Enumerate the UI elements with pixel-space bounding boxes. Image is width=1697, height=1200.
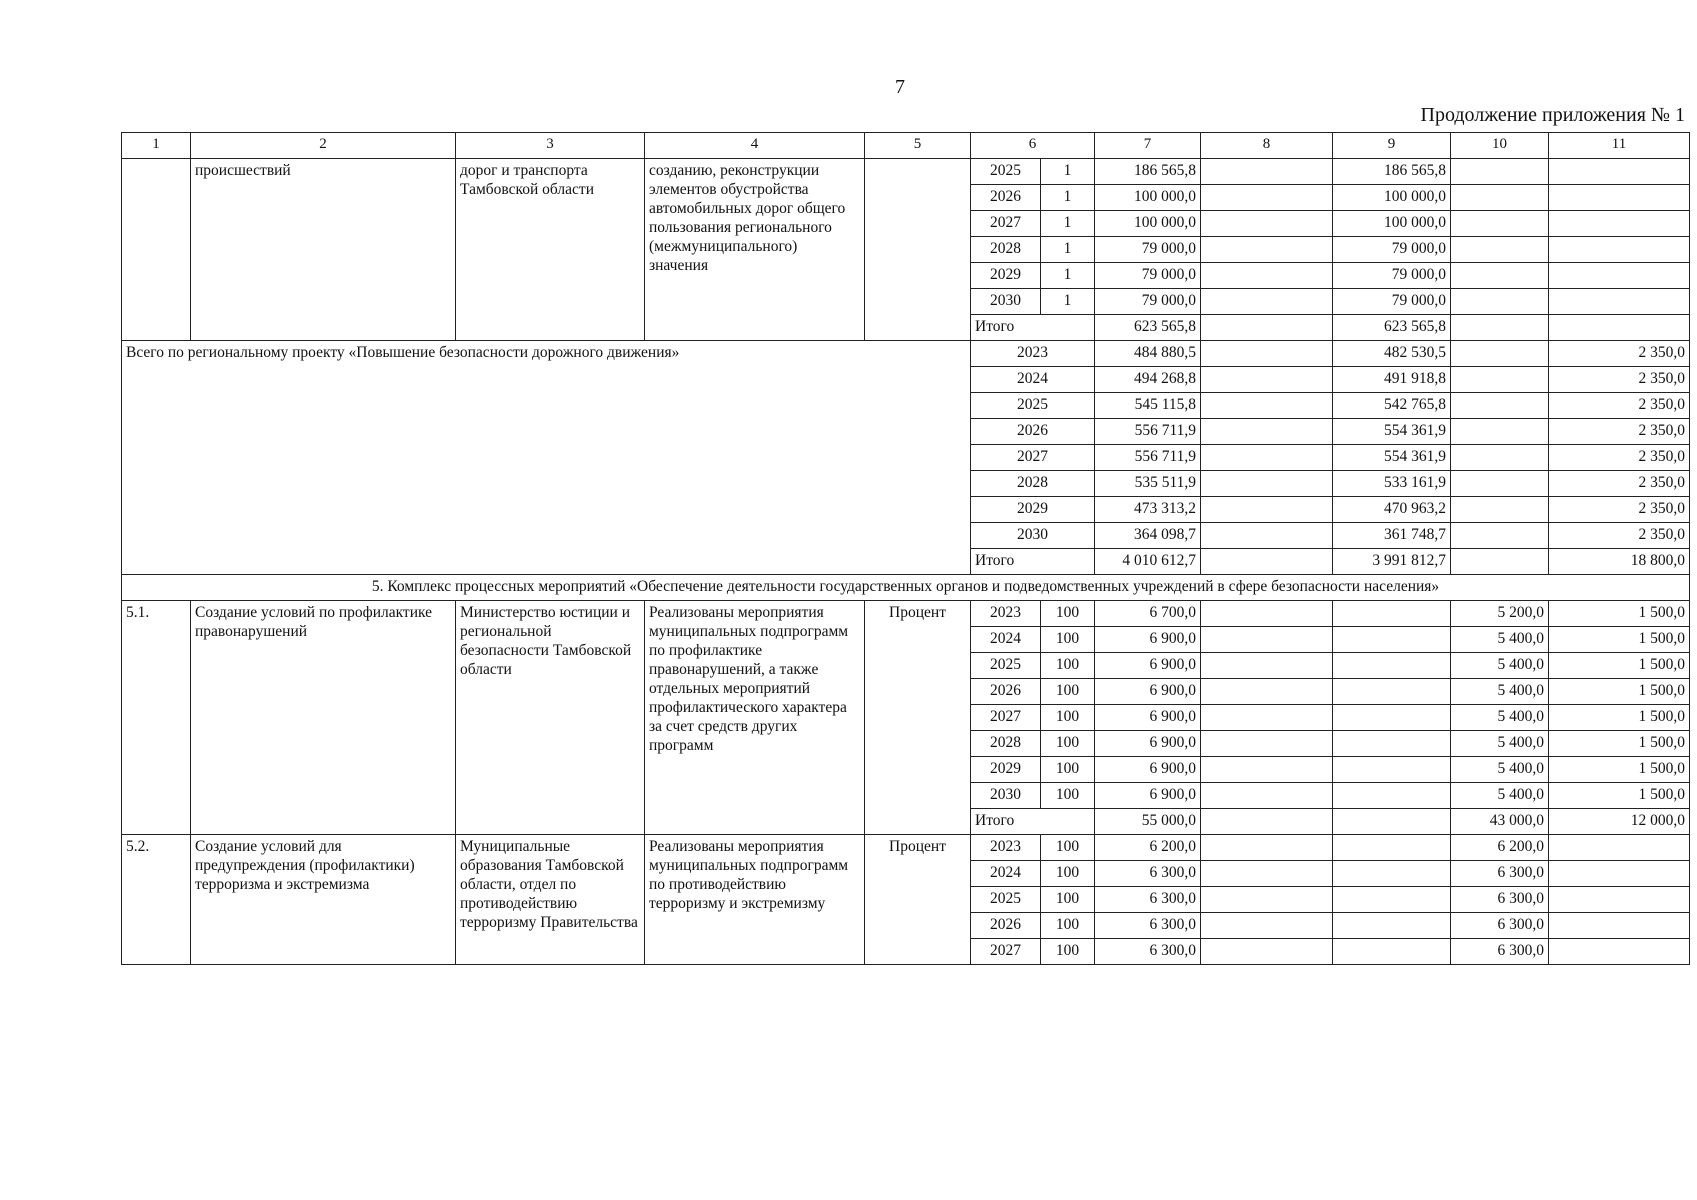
regional-cell — [1333, 653, 1451, 679]
indicator-value-cell: 1 — [1041, 211, 1095, 237]
other-cell — [1549, 159, 1690, 185]
total-amount-cell: 545 115,8 — [1095, 393, 1201, 419]
year-cell: 2023 — [971, 601, 1041, 627]
regional-cell — [1333, 835, 1451, 861]
result-cell: Реализованы мероприятия муниципальных подпрограмм по противодействию терроризму и экстремизму — [645, 835, 865, 965]
total-amount-cell: 6 300,0 — [1095, 913, 1201, 939]
local-cell: 5 200,0 — [1451, 601, 1549, 627]
item-number-cell: 5.2. — [122, 835, 191, 965]
year-cell: 2025 — [971, 159, 1041, 185]
federal-cell — [1201, 757, 1333, 783]
indicator-value-cell: 1 — [1041, 263, 1095, 289]
federal-cell — [1201, 263, 1333, 289]
local-cell: 43 000,0 — [1451, 809, 1549, 835]
total-amount-cell: 6 900,0 — [1095, 679, 1201, 705]
year-cell: 2030 — [971, 289, 1041, 315]
total-amount-cell: 6 900,0 — [1095, 653, 1201, 679]
local-cell: 6 300,0 — [1451, 887, 1549, 913]
indicator-value-cell: 100 — [1041, 835, 1095, 861]
local-cell — [1451, 289, 1549, 315]
total-amount-cell: 364 098,7 — [1095, 523, 1201, 549]
year-cell: 2026 — [971, 419, 1095, 445]
federal-cell — [1201, 705, 1333, 731]
local-cell: 6 200,0 — [1451, 835, 1549, 861]
federal-cell — [1201, 679, 1333, 705]
year-cell: 2024 — [971, 367, 1095, 393]
federal-cell — [1201, 471, 1333, 497]
federal-cell — [1201, 601, 1333, 627]
other-cell — [1549, 835, 1690, 861]
col-header: 6 — [971, 133, 1095, 159]
federal-cell — [1201, 939, 1333, 965]
regional-cell — [1333, 861, 1451, 887]
other-cell: 2 350,0 — [1549, 341, 1690, 367]
other-cell — [1549, 211, 1690, 237]
local-cell: 5 400,0 — [1451, 757, 1549, 783]
unit-cell: Процент — [865, 835, 971, 965]
local-cell: 6 300,0 — [1451, 861, 1549, 887]
federal-cell — [1201, 237, 1333, 263]
project-total-label: Всего по региональному проекту «Повышение безопасности дорожного движения» — [122, 341, 971, 575]
indicator-value-cell: 100 — [1041, 601, 1095, 627]
other-cell: 2 350,0 — [1549, 523, 1690, 549]
local-cell — [1451, 341, 1549, 367]
other-cell — [1549, 887, 1690, 913]
page-number: 7 — [895, 76, 905, 98]
total-label-cell: Итого — [971, 549, 1095, 575]
indicator-value-cell: 100 — [1041, 757, 1095, 783]
appendix-table — [121, 132, 1690, 965]
total-amount-cell: 6 700,0 — [1095, 601, 1201, 627]
indicator-value-cell: 100 — [1041, 887, 1095, 913]
local-cell — [1451, 445, 1549, 471]
regional-cell: 554 361,9 — [1333, 419, 1451, 445]
indicator-value-cell: 100 — [1041, 939, 1095, 965]
regional-cell: 79 000,0 — [1333, 289, 1451, 315]
other-cell: 2 350,0 — [1549, 367, 1690, 393]
regional-cell — [1333, 913, 1451, 939]
total-amount-cell: 79 000,0 — [1095, 237, 1201, 263]
other-cell: 2 350,0 — [1549, 419, 1690, 445]
federal-cell — [1201, 731, 1333, 757]
regional-cell — [1333, 757, 1451, 783]
indicator-value-cell: 1 — [1041, 185, 1095, 211]
indicator-value-cell: 100 — [1041, 705, 1095, 731]
executor-cell: дорог и транспорта Тамбовской области — [456, 159, 645, 341]
local-cell — [1451, 419, 1549, 445]
federal-cell — [1201, 861, 1333, 887]
year-cell: 2025 — [971, 887, 1041, 913]
local-cell — [1451, 497, 1549, 523]
other-cell — [1549, 185, 1690, 211]
table-row — [122, 341, 1690, 367]
year-cell: 2025 — [971, 653, 1041, 679]
federal-cell — [1201, 393, 1333, 419]
other-cell: 2 350,0 — [1549, 471, 1690, 497]
regional-cell: 482 530,5 — [1333, 341, 1451, 367]
local-cell: 5 400,0 — [1451, 627, 1549, 653]
federal-cell — [1201, 211, 1333, 237]
unit-cell — [865, 159, 971, 341]
year-cell: 2025 — [971, 393, 1095, 419]
regional-cell — [1333, 809, 1451, 835]
total-amount-cell: 484 880,5 — [1095, 341, 1201, 367]
result-cell: Реализованы мероприятия муниципальных подпрограмм по профилактике правонарушений, а также отдельных мероприятий профилактического характера за счет средств других программ — [645, 601, 865, 835]
local-cell — [1451, 159, 1549, 185]
other-cell: 12 000,0 — [1549, 809, 1690, 835]
indicator-value-cell: 1 — [1041, 289, 1095, 315]
table-body — [122, 133, 1690, 965]
other-cell: 1 500,0 — [1549, 679, 1690, 705]
continuation-label: Продолжение приложения № 1 — [1420, 104, 1685, 126]
total-amount-cell: 6 300,0 — [1095, 887, 1201, 913]
local-cell — [1451, 471, 1549, 497]
other-cell: 2 350,0 — [1549, 393, 1690, 419]
col-header: 11 — [1549, 133, 1690, 159]
local-cell — [1451, 185, 1549, 211]
other-cell — [1549, 939, 1690, 965]
col-header: 5 — [865, 133, 971, 159]
other-cell: 1 500,0 — [1549, 757, 1690, 783]
total-amount-cell: 6 900,0 — [1095, 627, 1201, 653]
local-cell: 5 400,0 — [1451, 679, 1549, 705]
other-cell: 1 500,0 — [1549, 783, 1690, 809]
year-cell: 2027 — [971, 939, 1041, 965]
total-amount-cell: 494 268,8 — [1095, 367, 1201, 393]
executor-cell: Муниципальные образования Тамбовской области, отдел по противодействию терроризму Правительства — [456, 835, 645, 965]
local-cell — [1451, 523, 1549, 549]
other-cell: 1 500,0 — [1549, 653, 1690, 679]
federal-cell — [1201, 419, 1333, 445]
regional-cell — [1333, 601, 1451, 627]
regional-cell — [1333, 731, 1451, 757]
item-name-cell: Создание условий по профилактике правонарушений — [191, 601, 456, 835]
indicator-value-cell: 1 — [1041, 159, 1095, 185]
federal-cell — [1201, 289, 1333, 315]
total-amount-cell: 100 000,0 — [1095, 185, 1201, 211]
other-cell — [1549, 263, 1690, 289]
year-cell: 2029 — [971, 757, 1041, 783]
year-cell: 2029 — [971, 263, 1041, 289]
total-amount-cell: 6 900,0 — [1095, 783, 1201, 809]
col-header: 1 — [122, 133, 191, 159]
indicator-value-cell: 100 — [1041, 861, 1095, 887]
regional-cell: 533 161,9 — [1333, 471, 1451, 497]
total-amount-cell: 79 000,0 — [1095, 263, 1201, 289]
total-amount-cell: 6 900,0 — [1095, 705, 1201, 731]
col-header: 10 — [1451, 133, 1549, 159]
total-amount-cell: 55 000,0 — [1095, 809, 1201, 835]
year-cell: 2028 — [971, 731, 1041, 757]
item-name-cell: Создание условий для предупреждения (профилактики) терроризма и экстремизма — [191, 835, 456, 965]
total-amount-cell: 6 900,0 — [1095, 731, 1201, 757]
regional-cell: 100 000,0 — [1333, 185, 1451, 211]
other-cell: 2 350,0 — [1549, 445, 1690, 471]
total-amount-cell: 6 900,0 — [1095, 757, 1201, 783]
section-heading-row — [122, 575, 1690, 601]
total-label-cell: Итого — [971, 809, 1095, 835]
federal-cell — [1201, 653, 1333, 679]
indicator-value-cell: 100 — [1041, 679, 1095, 705]
total-amount-cell: 556 711,9 — [1095, 445, 1201, 471]
regional-cell: 79 000,0 — [1333, 237, 1451, 263]
year-cell: 2030 — [971, 783, 1041, 809]
total-amount-cell: 79 000,0 — [1095, 289, 1201, 315]
total-amount-cell: 6 300,0 — [1095, 861, 1201, 887]
other-cell: 18 800,0 — [1549, 549, 1690, 575]
total-amount-cell: 4 010 612,7 — [1095, 549, 1201, 575]
local-cell: 5 400,0 — [1451, 705, 1549, 731]
total-amount-cell: 535 511,9 — [1095, 471, 1201, 497]
indicator-value-cell: 100 — [1041, 627, 1095, 653]
total-amount-cell: 556 711,9 — [1095, 419, 1201, 445]
year-cell: 2030 — [971, 523, 1095, 549]
other-cell — [1549, 315, 1690, 341]
regional-cell: 542 765,8 — [1333, 393, 1451, 419]
total-label-cell: Итого — [971, 315, 1095, 341]
total-amount-cell: 100 000,0 — [1095, 211, 1201, 237]
local-cell — [1451, 315, 1549, 341]
local-cell: 5 400,0 — [1451, 653, 1549, 679]
regional-cell — [1333, 705, 1451, 731]
col-header: 2 — [191, 133, 456, 159]
local-cell — [1451, 237, 1549, 263]
regional-cell — [1333, 627, 1451, 653]
year-cell: 2026 — [971, 185, 1041, 211]
indicator-value-cell: 100 — [1041, 653, 1095, 679]
regional-cell: 623 565,8 — [1333, 315, 1451, 341]
federal-cell — [1201, 783, 1333, 809]
local-cell: 5 400,0 — [1451, 731, 1549, 757]
regional-cell — [1333, 939, 1451, 965]
federal-cell — [1201, 185, 1333, 211]
year-cell: 2028 — [971, 471, 1095, 497]
col-header: 3 — [456, 133, 645, 159]
col-header: 8 — [1201, 133, 1333, 159]
table-row — [122, 601, 1690, 627]
regional-cell: 554 361,9 — [1333, 445, 1451, 471]
table-row — [122, 159, 1690, 185]
year-cell: 2026 — [971, 679, 1041, 705]
table-row — [122, 835, 1690, 861]
regional-cell — [1333, 783, 1451, 809]
year-cell: 2024 — [971, 627, 1041, 653]
regional-cell: 361 748,7 — [1333, 523, 1451, 549]
local-cell — [1451, 263, 1549, 289]
indicator-value-cell: 1 — [1041, 237, 1095, 263]
col-header: 4 — [645, 133, 865, 159]
other-cell — [1549, 289, 1690, 315]
other-cell: 2 350,0 — [1549, 497, 1690, 523]
total-amount-cell: 623 565,8 — [1095, 315, 1201, 341]
federal-cell — [1201, 809, 1333, 835]
local-cell: 6 300,0 — [1451, 913, 1549, 939]
year-cell: 2024 — [971, 861, 1041, 887]
other-cell — [1549, 861, 1690, 887]
federal-cell — [1201, 341, 1333, 367]
local-cell — [1451, 549, 1549, 575]
column-number-row — [122, 133, 1690, 159]
item-name-cell: происшествий — [191, 159, 456, 341]
regional-cell: 79 000,0 — [1333, 263, 1451, 289]
total-amount-cell: 6 300,0 — [1095, 939, 1201, 965]
section-title: 5. Комплекс процессных мероприятий «Обеспечение деятельности государственных органов и подведомственных учреждений в сфере безопасности населения» — [122, 575, 1690, 601]
result-cell: созданию, реконструкции элементов обустройства автомобильных дорог общего пользования регионального (межмуниципального) значения — [645, 159, 865, 341]
col-header: 9 — [1333, 133, 1451, 159]
federal-cell — [1201, 159, 1333, 185]
federal-cell — [1201, 367, 1333, 393]
total-amount-cell: 186 565,8 — [1095, 159, 1201, 185]
local-cell — [1451, 367, 1549, 393]
other-cell: 1 500,0 — [1549, 601, 1690, 627]
year-cell: 2023 — [971, 341, 1095, 367]
other-cell: 1 500,0 — [1549, 705, 1690, 731]
executor-cell: Министерство юстиции и региональной безопасности Тамбовской области — [456, 601, 645, 835]
year-cell: 2027 — [971, 445, 1095, 471]
federal-cell — [1201, 315, 1333, 341]
local-cell — [1451, 211, 1549, 237]
regional-cell: 491 918,8 — [1333, 367, 1451, 393]
total-amount-cell: 6 200,0 — [1095, 835, 1201, 861]
item-number-cell: 5.1. — [122, 601, 191, 835]
federal-cell — [1201, 887, 1333, 913]
federal-cell — [1201, 497, 1333, 523]
federal-cell — [1201, 523, 1333, 549]
year-cell: 2027 — [971, 211, 1041, 237]
regional-cell: 100 000,0 — [1333, 211, 1451, 237]
local-cell: 6 300,0 — [1451, 939, 1549, 965]
unit-cell: Процент — [865, 601, 971, 835]
federal-cell — [1201, 913, 1333, 939]
total-amount-cell: 473 313,2 — [1095, 497, 1201, 523]
federal-cell — [1201, 835, 1333, 861]
federal-cell — [1201, 627, 1333, 653]
col-header: 7 — [1095, 133, 1201, 159]
federal-cell — [1201, 549, 1333, 575]
indicator-value-cell: 100 — [1041, 731, 1095, 757]
regional-cell — [1333, 679, 1451, 705]
year-cell: 2029 — [971, 497, 1095, 523]
other-cell — [1549, 913, 1690, 939]
local-cell: 5 400,0 — [1451, 783, 1549, 809]
federal-cell — [1201, 445, 1333, 471]
year-cell: 2027 — [971, 705, 1041, 731]
regional-cell: 470 963,2 — [1333, 497, 1451, 523]
year-cell: 2026 — [971, 913, 1041, 939]
local-cell — [1451, 393, 1549, 419]
other-cell: 1 500,0 — [1549, 627, 1690, 653]
other-cell: 1 500,0 — [1549, 731, 1690, 757]
indicator-value-cell: 100 — [1041, 783, 1095, 809]
regional-cell — [1333, 887, 1451, 913]
year-cell: 2028 — [971, 237, 1041, 263]
other-cell — [1549, 237, 1690, 263]
regional-cell: 3 991 812,7 — [1333, 549, 1451, 575]
indicator-value-cell: 100 — [1041, 913, 1095, 939]
year-cell: 2023 — [971, 835, 1041, 861]
item-number-cell — [122, 159, 191, 341]
regional-cell: 186 565,8 — [1333, 159, 1451, 185]
